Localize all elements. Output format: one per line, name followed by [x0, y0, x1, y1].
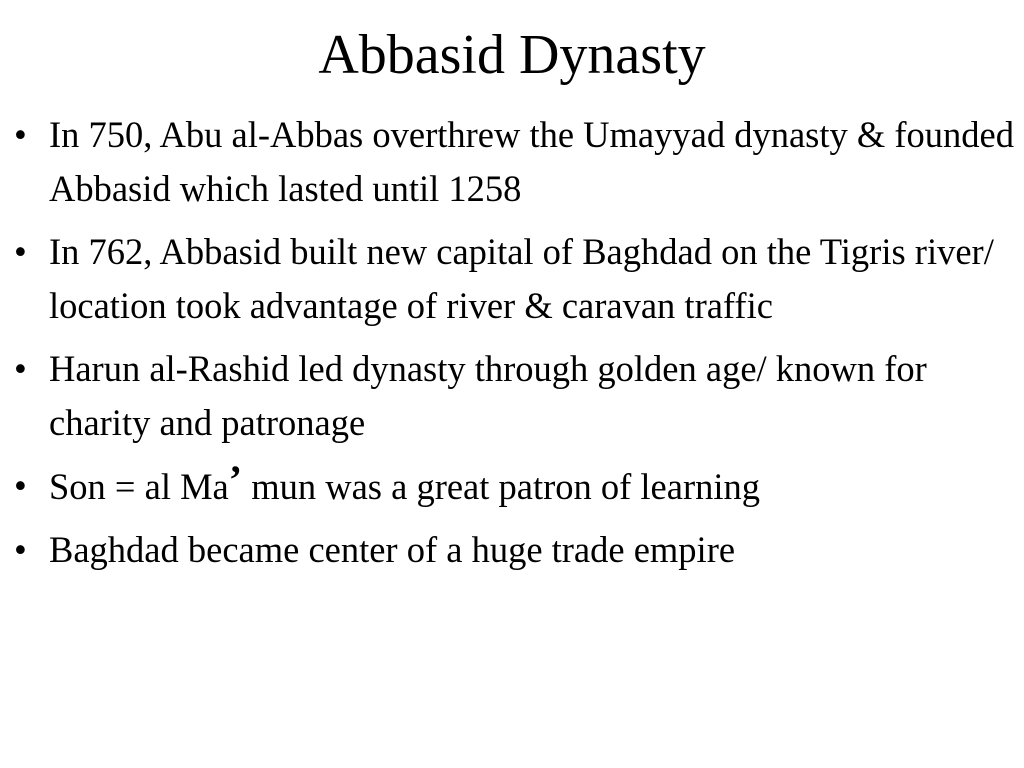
apostrophe-mark: ’ — [228, 457, 243, 502]
bullet-item — [14, 459, 1014, 514]
bullet-text: Baghdad became center of a huge trade empire — [49, 529, 736, 570]
bullet-item — [14, 523, 1014, 577]
bullet-item — [14, 342, 1014, 450]
bullet-icon: • — [14, 114, 27, 155]
bullet-icon: • — [14, 231, 27, 272]
bullet-text: In 762, Abbasid built new capital of Baghdad on the Tigris river/ location took advantage of river & caravan traffic — [49, 231, 994, 326]
bullet-item — [14, 225, 1014, 333]
bullet-text: Son = al Ma — [49, 466, 229, 507]
bullet-text: Harun al-Rashid led dynasty through golden age/ known for charity and patronage — [49, 348, 927, 443]
bullet-icon: • — [14, 529, 27, 570]
bullet-item — [14, 108, 1014, 216]
slide-title: Abbasid Dynasty — [318, 24, 706, 86]
bullet-text-continued: mun was a great patron of learning — [242, 466, 761, 507]
bullet-icon: • — [14, 465, 27, 506]
bullet-list — [14, 108, 1014, 586]
bullet-text: In 750, Abu al-Abbas overthrew the Umayyad dynasty & founded Abbasid which lasted until 1258 — [49, 114, 1015, 209]
bullet-icon: • — [14, 348, 27, 389]
